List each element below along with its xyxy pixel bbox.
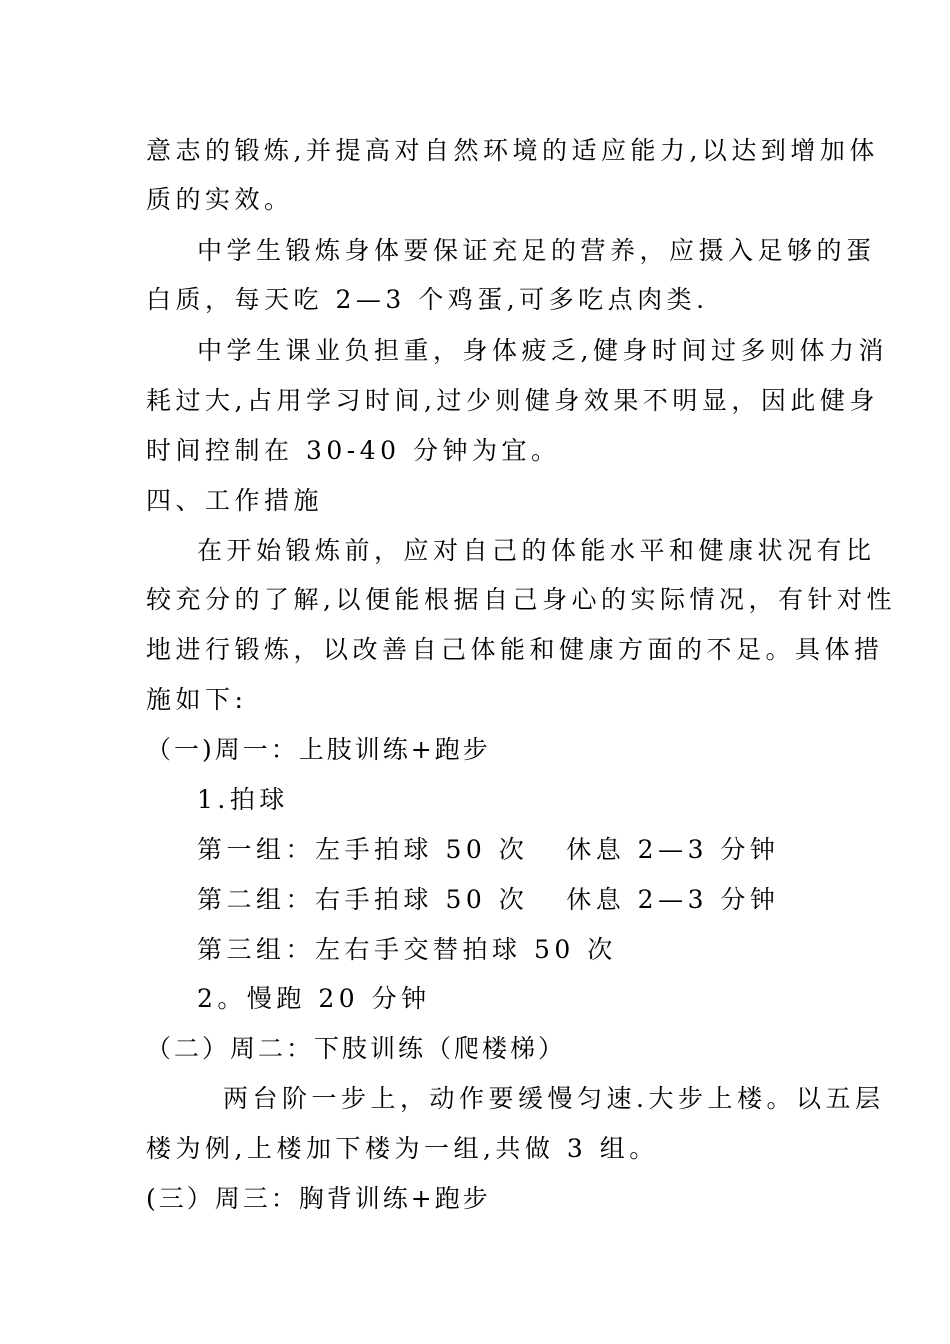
paragraph-line: 意志的锻炼,并提高对自然环境的适应能力,以达到增加体 bbox=[146, 136, 879, 165]
group-label: 第二组：右手拍球 50 次 bbox=[197, 885, 529, 914]
paragraph-line: 中学生课业负担重，身体疲乏,健身时间过多则体力消 bbox=[197, 336, 888, 365]
paragraph-line: 在开始锻炼前，应对自己的体能水平和健康状况有比 bbox=[197, 536, 876, 565]
paragraph-line: 质的实效。 bbox=[146, 185, 294, 214]
paragraph-line: 耗过大,占用学习时间,过少则健身效果不明显，因此健身 bbox=[146, 386, 879, 415]
paragraph-line: 地进行锻炼，以改善自己体能和健康方面的不足。具体措 bbox=[146, 635, 884, 664]
exercise-group-1 bbox=[197, 833, 779, 867]
list-item: 2。慢跑 20 分钟 bbox=[197, 984, 431, 1013]
rest-note: 休息 2—3 分钟 bbox=[566, 835, 780, 864]
paragraph-line: 楼为例,上楼加下楼为一组,共做 3 组。 bbox=[146, 1134, 659, 1163]
subsection-heading: （一)周一：上肢训练+跑步 bbox=[146, 735, 491, 764]
section-heading: 四、工作措施 bbox=[146, 486, 324, 515]
subsection-heading: (三）周三：胸背训练+跑步 bbox=[146, 1184, 491, 1213]
exercise-group-3: 第三组：左右手交替拍球 50 次 bbox=[197, 935, 617, 964]
paragraph-line: 中学生锻炼身体要保证充足的营养，应摄入足够的蛋 bbox=[197, 236, 876, 265]
list-item: 1.拍球 bbox=[197, 785, 289, 814]
exercise-group-2 bbox=[197, 883, 779, 917]
subsection-heading: （二）周二：下肢训练（爬楼梯） bbox=[146, 1034, 567, 1063]
group-label: 第一组：左手拍球 50 次 bbox=[197, 835, 529, 864]
rest-note: 休息 2—3 分钟 bbox=[566, 885, 780, 914]
paragraph-line: 较充分的了解,以便能根据自己身心的实际情况，有针对性 bbox=[146, 585, 896, 614]
paragraph-line: 白质，每天吃 2—3 个鸡蛋,可多吃点肉类. bbox=[146, 285, 709, 314]
paragraph-line: 时间控制在 30-40 分钟为宜。 bbox=[146, 436, 561, 465]
paragraph-line: 施如下: bbox=[146, 685, 248, 714]
paragraph-line: 两台阶一步上，动作要缓慢匀速.大步上楼。以五层 bbox=[223, 1084, 885, 1113]
